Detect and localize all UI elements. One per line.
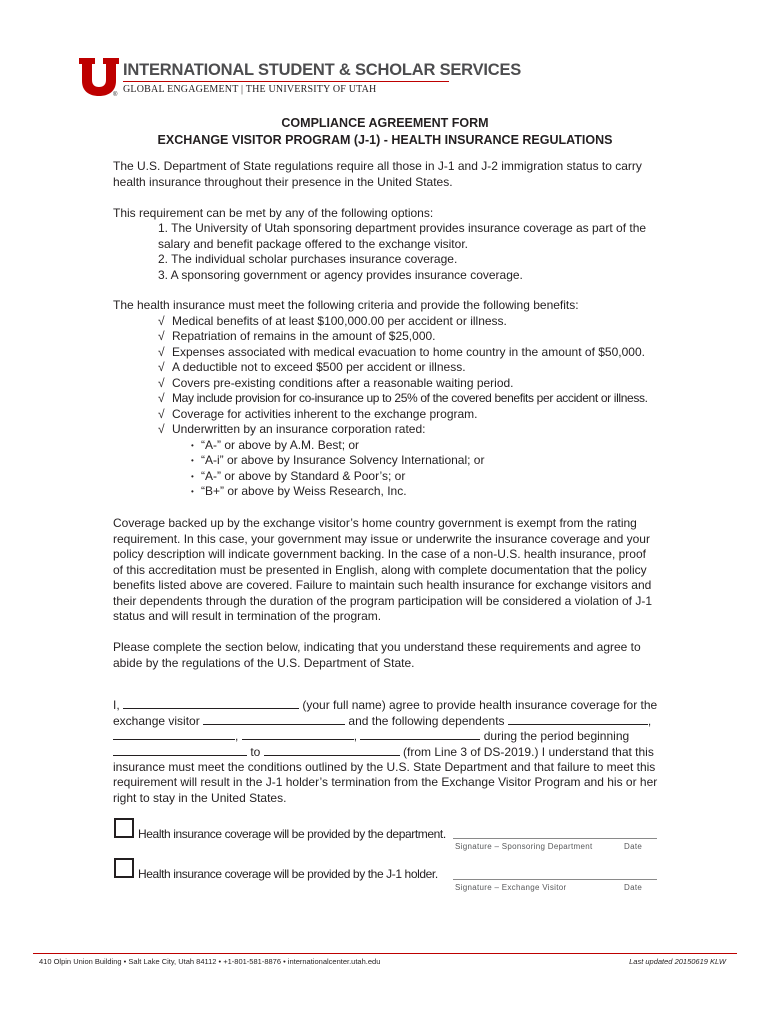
agreement-text-line: insurance must meet the conditions outlined by the U.S. State Department and that failure to meet this [113,760,656,774]
dependent-1-field[interactable] [508,713,648,725]
org-subtitle: GLOBAL ENGAGEMENT | THE UNIVERSITY OF UTAH [123,84,377,95]
paragraph-line: policy description will indicate government backing. In the case of a non-U.S. health insurance, proof [113,547,646,561]
bullet-icon: • [191,441,194,450]
rating-text: “B+” or above by Weiss Research, Inc. [201,484,407,498]
criteria-text: May include provision for co-insurance up to 25% of the covered benefits per accident or illness. [172,391,648,405]
checkmark-icon: √ [158,407,165,421]
government-paragraph [113,516,673,625]
holder-coverage-label: Health insurance coverage will be provided by the J-1 holder. [138,867,438,881]
option-item: 2. The individual scholar purchases insurance coverage. [158,252,458,266]
dependent-2-field[interactable] [113,728,235,740]
form-title: COMPLIANCE AGREEMENT FORM [281,116,489,130]
form-subtitle: EXCHANGE VISITOR PROGRAM (J-1) - HEALTH INSURANCE REGULATIONS [157,133,613,147]
bullet-icon: • [191,456,194,465]
criteria-text: Covers pre-existing conditions after a reasonable waiting period. [172,376,514,390]
visitor-signature-line[interactable] [453,879,657,880]
criteria-text: A deductible not to exceed $500 per accident or illness. [172,360,466,374]
header-divider [123,81,449,82]
dependent-4-field[interactable] [360,728,480,740]
paragraph-line: abide by the regulations of the U.S. Department of State. [113,655,415,670]
holder-coverage-checkbox[interactable] [114,858,134,878]
checkmark-icon: √ [158,391,165,405]
paragraph-line: benefits listed above are covered. Failure to maintain such health insurance for exchange visitors and [113,578,652,592]
department-coverage-checkbox[interactable] [114,818,134,838]
period-end-field[interactable] [264,744,400,756]
paragraph-line: requirement. In this case, your government may issue or underwrite the insurance coverage and your [113,531,650,546]
instructions-paragraph [113,640,673,671]
registered-mark: ® [113,92,118,98]
full-name-field[interactable] [123,697,299,709]
criteria-item [158,376,514,392]
paragraph-line: status and will result in termination of the program. [113,609,382,623]
visitor-date-caption: Date [624,883,643,892]
university-of-utah-block-u-icon [79,58,119,96]
bullet-icon: • [191,472,194,481]
sponsor-signature-caption: Signature – Sponsoring Department [455,842,593,851]
paragraph-line: of this accreditation must be presented in English, along with complete documentation that the policy [113,562,647,577]
criteria-item [158,360,466,376]
checkmark-icon: √ [158,376,165,390]
paragraph-line: their dependents through the duration of the program participation will be considered a violation of J-1 [113,593,652,608]
rating-text: “A-” or above by Standard & Poor’s; or [201,469,406,483]
paragraph-line: Coverage backed up by the exchange visitor’s home country government is exempt from the rating [113,516,637,530]
exchange-visitor-field[interactable] [203,713,345,725]
period-start-field[interactable] [113,744,247,756]
rating-text: “A-” or above by A.M. Best; or [201,438,360,452]
department-coverage-label: Health insurance coverage will be provided by the department. [138,827,446,841]
criteria-item [158,422,425,438]
checkmark-icon: √ [158,314,165,328]
option-item: salary and benefit package offered to the exchange visitor. [158,237,468,251]
rating-item [191,438,359,454]
agreement-line-4: to (from Line 3 of DS-2019.) I understand that this [113,744,654,761]
paragraph-line: Please complete the section below, indicating that you understand these requirements and agree to [113,640,641,654]
footer-address: 410 Olpin Union Building • Salt Lake City, Utah 84112 • +1-801-581-8876 • internationalcenter.utah.edu [39,957,381,966]
rating-item [191,453,484,469]
criteria-item [158,345,645,361]
agreement-text-line: right to stay in the United States. [113,791,287,805]
sponsor-signature-line[interactable] [453,838,657,839]
org-title: INTERNATIONAL STUDENT & SCHOLAR SERVICES [123,61,522,79]
footer-divider [33,953,737,954]
rating-text: “A-i” or above by Insurance Solvency International; or [201,453,485,467]
agreement-line-2: exchange visitor and the following dependents , [113,714,652,728]
agreement-text-line: requirement will result in the J-1 holder’s termination from the Exchange Visitor Program and his or her [113,775,658,789]
agreement-line-3: , , during the period beginning [113,728,629,745]
criteria-text: Underwritten by an insurance corporation rated: [172,422,426,436]
visitor-signature-caption: Signature – Exchange Visitor [455,883,567,892]
sponsor-date-caption: Date [624,842,643,851]
intro-line: The U.S. Department of State regulations require all those in J-1 and J-2 immigration status to carry [113,159,642,173]
criteria-text: Repatriation of remains in the amount of $25,000. [172,329,436,343]
checkmark-icon: √ [158,360,165,374]
criteria-item [158,391,648,407]
bullet-icon: • [191,487,194,496]
criteria-item [158,314,507,330]
dependent-3-field[interactable] [242,728,354,740]
checkmark-icon: √ [158,422,165,436]
rating-item [191,484,407,500]
criteria-text: Medical benefits of at least $100,000.00 per accident or illness. [172,314,507,328]
rating-item [191,469,405,485]
agreement-line-1: I, (your full name) agree to provide health insurance coverage for the [113,698,658,712]
intro-line: health insurance throughout their presence in the United States. [113,174,453,189]
option-item: 3. A sponsoring government or agency provides insurance coverage. [158,268,523,282]
criteria-lead: The health insurance must meet the following criteria and provide the following benefits: [113,298,579,312]
intro-paragraph [113,159,673,190]
criteria-text: Coverage for activities inherent to the exchange program. [172,407,478,421]
option-item: 1. The University of Utah sponsoring department provides insurance coverage as part of the [158,221,647,235]
footer-updated: Last updated 20150619 KLW [629,957,726,966]
criteria-item [158,329,436,345]
criteria-text: Expenses associated with medical evacuation to home country in the amount of $50,000. [172,345,645,359]
checkmark-icon: √ [158,345,165,359]
checkmark-icon: √ [158,329,165,343]
criteria-item [158,407,478,423]
options-lead: This requirement can be met by any of the following options: [113,206,434,220]
